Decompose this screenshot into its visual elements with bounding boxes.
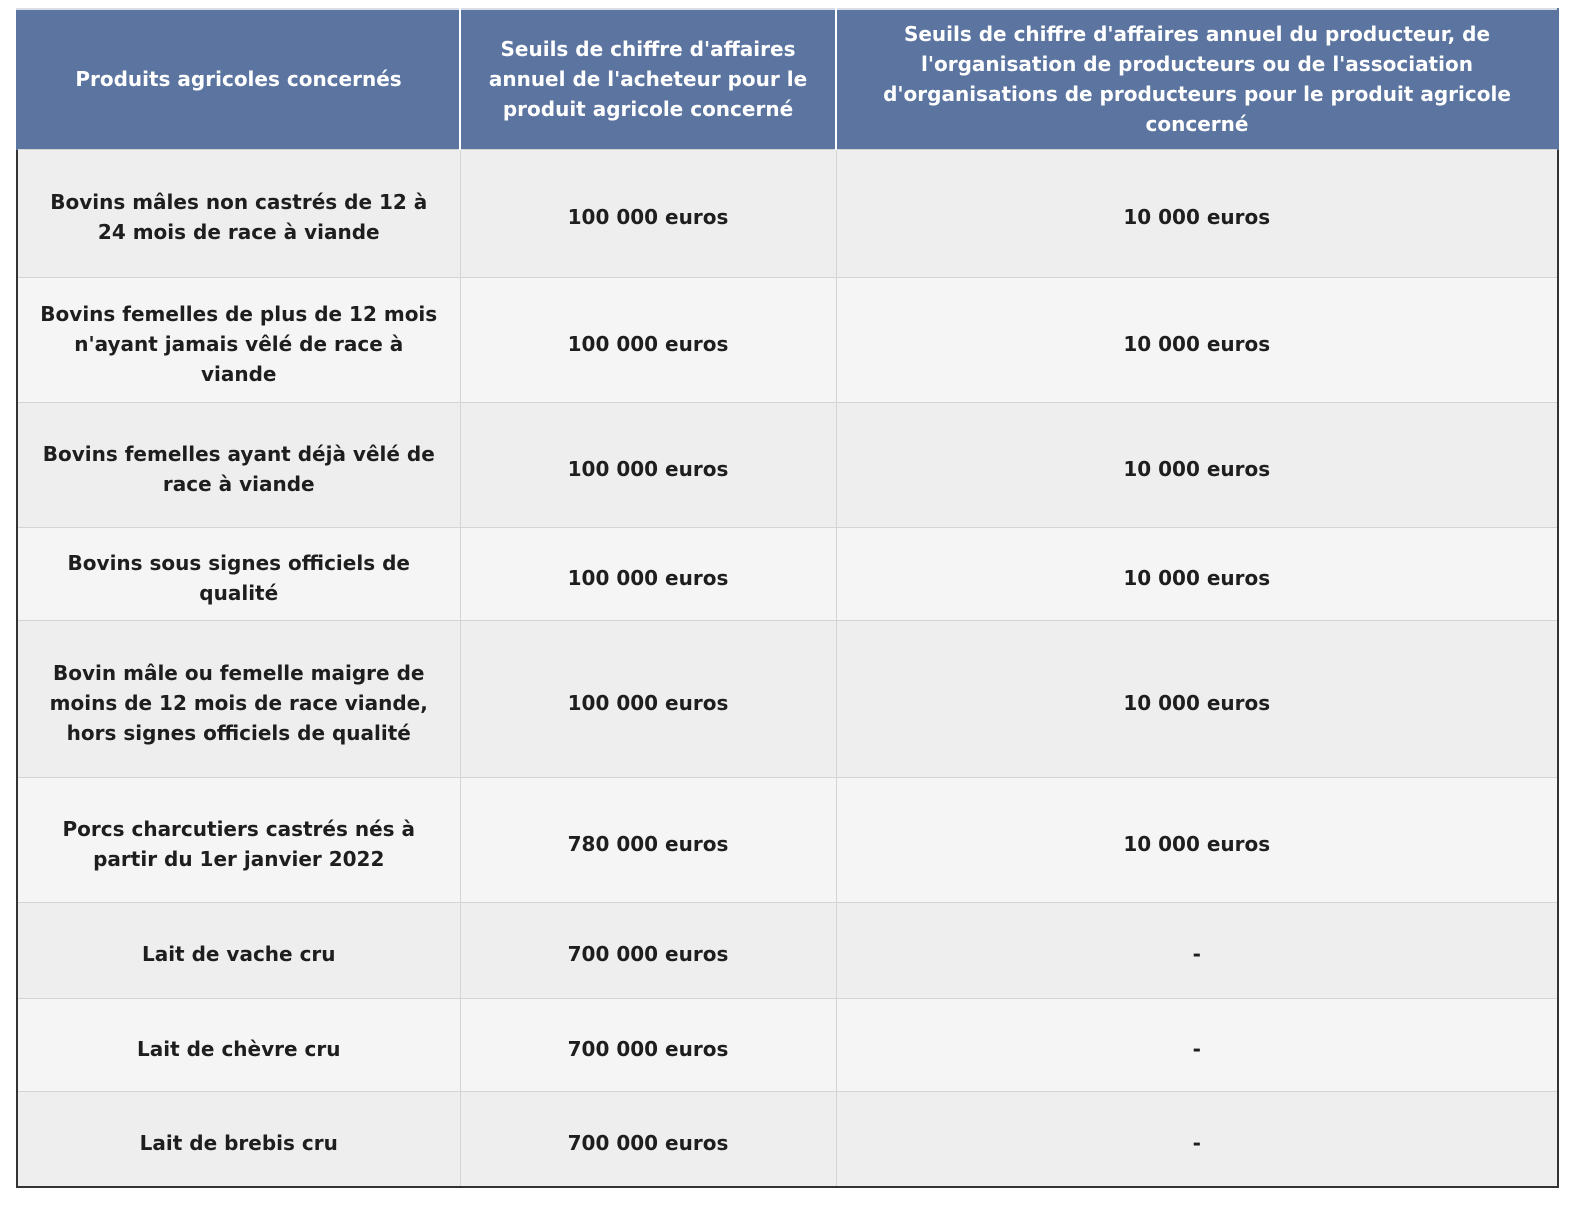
cell-product: Bovins sous signes officiels de qualité bbox=[17, 527, 460, 620]
cell-buyer-threshold: 700 000 euros bbox=[460, 902, 836, 998]
table-row bbox=[17, 149, 1558, 277]
header-row bbox=[17, 9, 1558, 149]
cell-product: Lait de chèvre cru bbox=[17, 998, 460, 1091]
cell-producer-threshold: 10 000 euros bbox=[836, 149, 1558, 277]
table-header bbox=[17, 9, 1558, 149]
table-row bbox=[17, 902, 1558, 998]
cell-product: Bovins femelles ayant déjà vêlé de race à viande bbox=[17, 402, 460, 527]
cell-producer-threshold: 10 000 euros bbox=[836, 527, 1558, 620]
cell-product: Lait de brebis cru bbox=[17, 1091, 460, 1187]
table-row bbox=[17, 998, 1558, 1091]
cell-buyer-threshold: 700 000 euros bbox=[460, 998, 836, 1091]
cell-buyer-threshold: 100 000 euros bbox=[460, 149, 836, 277]
cell-product: Lait de vache cru bbox=[17, 902, 460, 998]
thresholds-table bbox=[16, 8, 1559, 1188]
thresholds-table-container bbox=[16, 8, 1557, 1188]
header-products: Produits agricoles concernés bbox=[17, 9, 460, 149]
cell-producer-threshold: - bbox=[836, 998, 1558, 1091]
cell-buyer-threshold: 100 000 euros bbox=[460, 527, 836, 620]
table-row bbox=[17, 402, 1558, 527]
header-buyer-threshold: Seuils de chiffre d'affaires annuel de l'acheteur pour le produit agricole concerné bbox=[460, 9, 836, 149]
cell-producer-threshold: 10 000 euros bbox=[836, 620, 1558, 777]
table-row bbox=[17, 1091, 1558, 1187]
cell-product: Bovin mâle ou femelle maigre de moins de 12 mois de race viande, hors signes officiels de qualité bbox=[17, 620, 460, 777]
cell-buyer-threshold: 780 000 euros bbox=[460, 777, 836, 902]
cell-producer-threshold: - bbox=[836, 902, 1558, 998]
cell-product: Bovins mâles non castrés de 12 à 24 mois de race à viande bbox=[17, 149, 460, 277]
header-producer-threshold: Seuils de chiffre d'affaires annuel du producteur, de l'organisation de producteurs ou de l'association d'organisations de producteurs pour le produit agricole concerné bbox=[836, 9, 1558, 149]
cell-buyer-threshold: 100 000 euros bbox=[460, 402, 836, 527]
table-row bbox=[17, 277, 1558, 402]
cell-product: Porcs charcutiers castrés nés à partir du 1er janvier 2022 bbox=[17, 777, 460, 902]
cell-product: Bovins femelles de plus de 12 mois n'ayant jamais vêlé de race à viande bbox=[17, 277, 460, 402]
cell-buyer-threshold: 100 000 euros bbox=[460, 620, 836, 777]
cell-producer-threshold: 10 000 euros bbox=[836, 777, 1558, 902]
table-row bbox=[17, 620, 1558, 777]
cell-producer-threshold: 10 000 euros bbox=[836, 402, 1558, 527]
cell-buyer-threshold: 100 000 euros bbox=[460, 277, 836, 402]
table-body bbox=[17, 149, 1558, 1187]
table-row bbox=[17, 527, 1558, 620]
cell-producer-threshold: 10 000 euros bbox=[836, 277, 1558, 402]
table-row bbox=[17, 777, 1558, 902]
cell-producer-threshold: - bbox=[836, 1091, 1558, 1187]
cell-buyer-threshold: 700 000 euros bbox=[460, 1091, 836, 1187]
